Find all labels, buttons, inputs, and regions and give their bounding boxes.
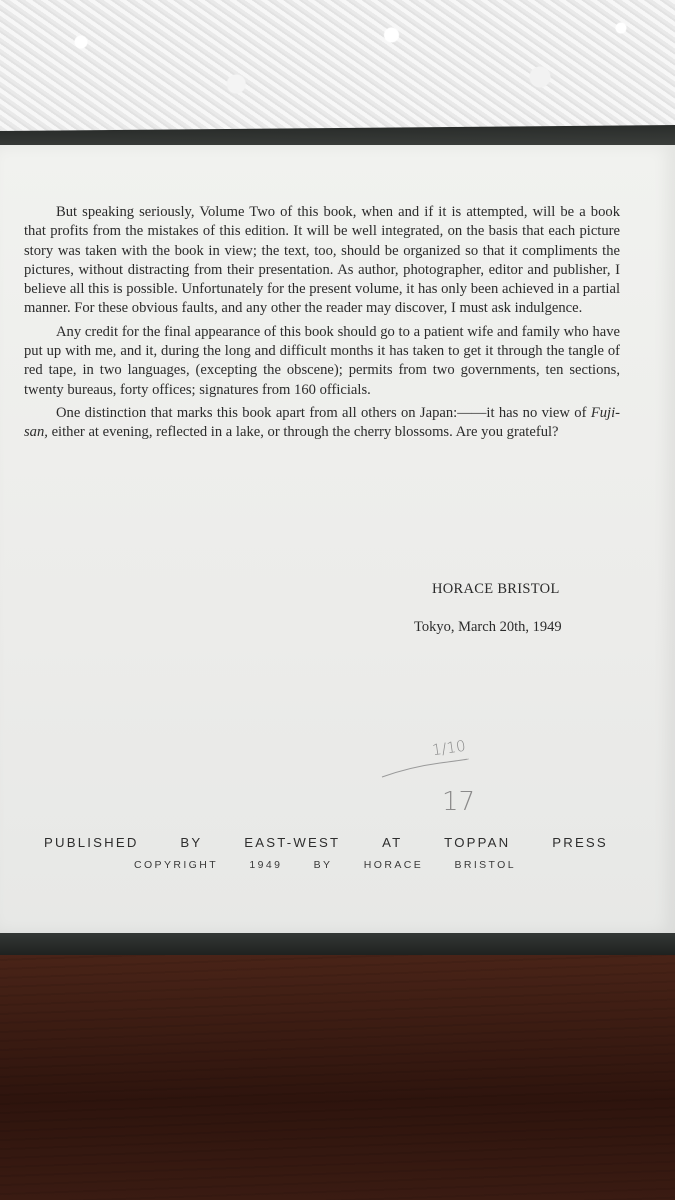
publisher-line: [44, 835, 608, 850]
paragraph-volume-two: But speaking seriously, Volume Two of this book, when and if it is attempted, will be a book that profits from the mistakes of this edition. It will be well integrated, on the basis that each picture story was taken with the book in view; the text, too, should be organized so that it compliments the pictures, without distracting from their presentation. As author, photographer, editor and publisher, I believe all this is possible. Unfortunately for the present volume, it has only been achieved in a partial manner. For these obvious faults, and any other the reader may discover, I must ask indulgence.: [24, 204, 620, 317]
pencil-mark-fraction: 1/10: [430, 736, 467, 760]
copyright-word: BY: [313, 859, 333, 871]
publisher-word: BY: [180, 835, 203, 850]
textured-wall-background: [0, 0, 675, 140]
publisher-word: PRESS: [552, 835, 608, 850]
copyright-line: [134, 859, 516, 871]
wooden-table-surface: [0, 950, 675, 1200]
author-signature: HORACE BRISTOL: [432, 581, 560, 597]
publisher-word: PUBLISHED: [44, 835, 139, 850]
paragraph-distinction-start: One distinction that marks this book apart from all others on Japan:——it has no view of: [56, 404, 591, 421]
publisher-word: AT: [382, 835, 403, 850]
page-body-text: [24, 203, 620, 447]
paragraph-distinction: [24, 404, 620, 443]
fuji-san-italic: Fuji-san,: [24, 404, 620, 441]
dateline: Tokyo, March 20th, 1949: [414, 619, 562, 635]
book-page: [0, 145, 675, 933]
copyright-word: HORACE: [363, 859, 424, 871]
publisher-word: TOPPAN: [444, 835, 511, 850]
copyright-word: BRISTOL: [454, 859, 516, 871]
copyright-word: COPYRIGHT: [134, 859, 219, 871]
copyright-word: 1949: [249, 859, 283, 871]
pencil-stroke: [380, 753, 470, 783]
pencil-mark-number: 17: [442, 787, 476, 817]
paragraph-credits: Any credit for the final appearance of this book should go to a patient wife and family who have put up with me, and it, during the long and difficult months it has taken to get it through the tangle of red tape, in two languages, (excepting the obscene); permits from two governments, ten sections, twenty bureaus, forty offices; signatures from 160 officials.: [24, 323, 620, 398]
paragraph-distinction-end: either at evening, reflected in a lake, or through the cherry blossoms. Are you grateful?: [47, 424, 559, 441]
publisher-word: EAST-WEST: [244, 835, 341, 850]
